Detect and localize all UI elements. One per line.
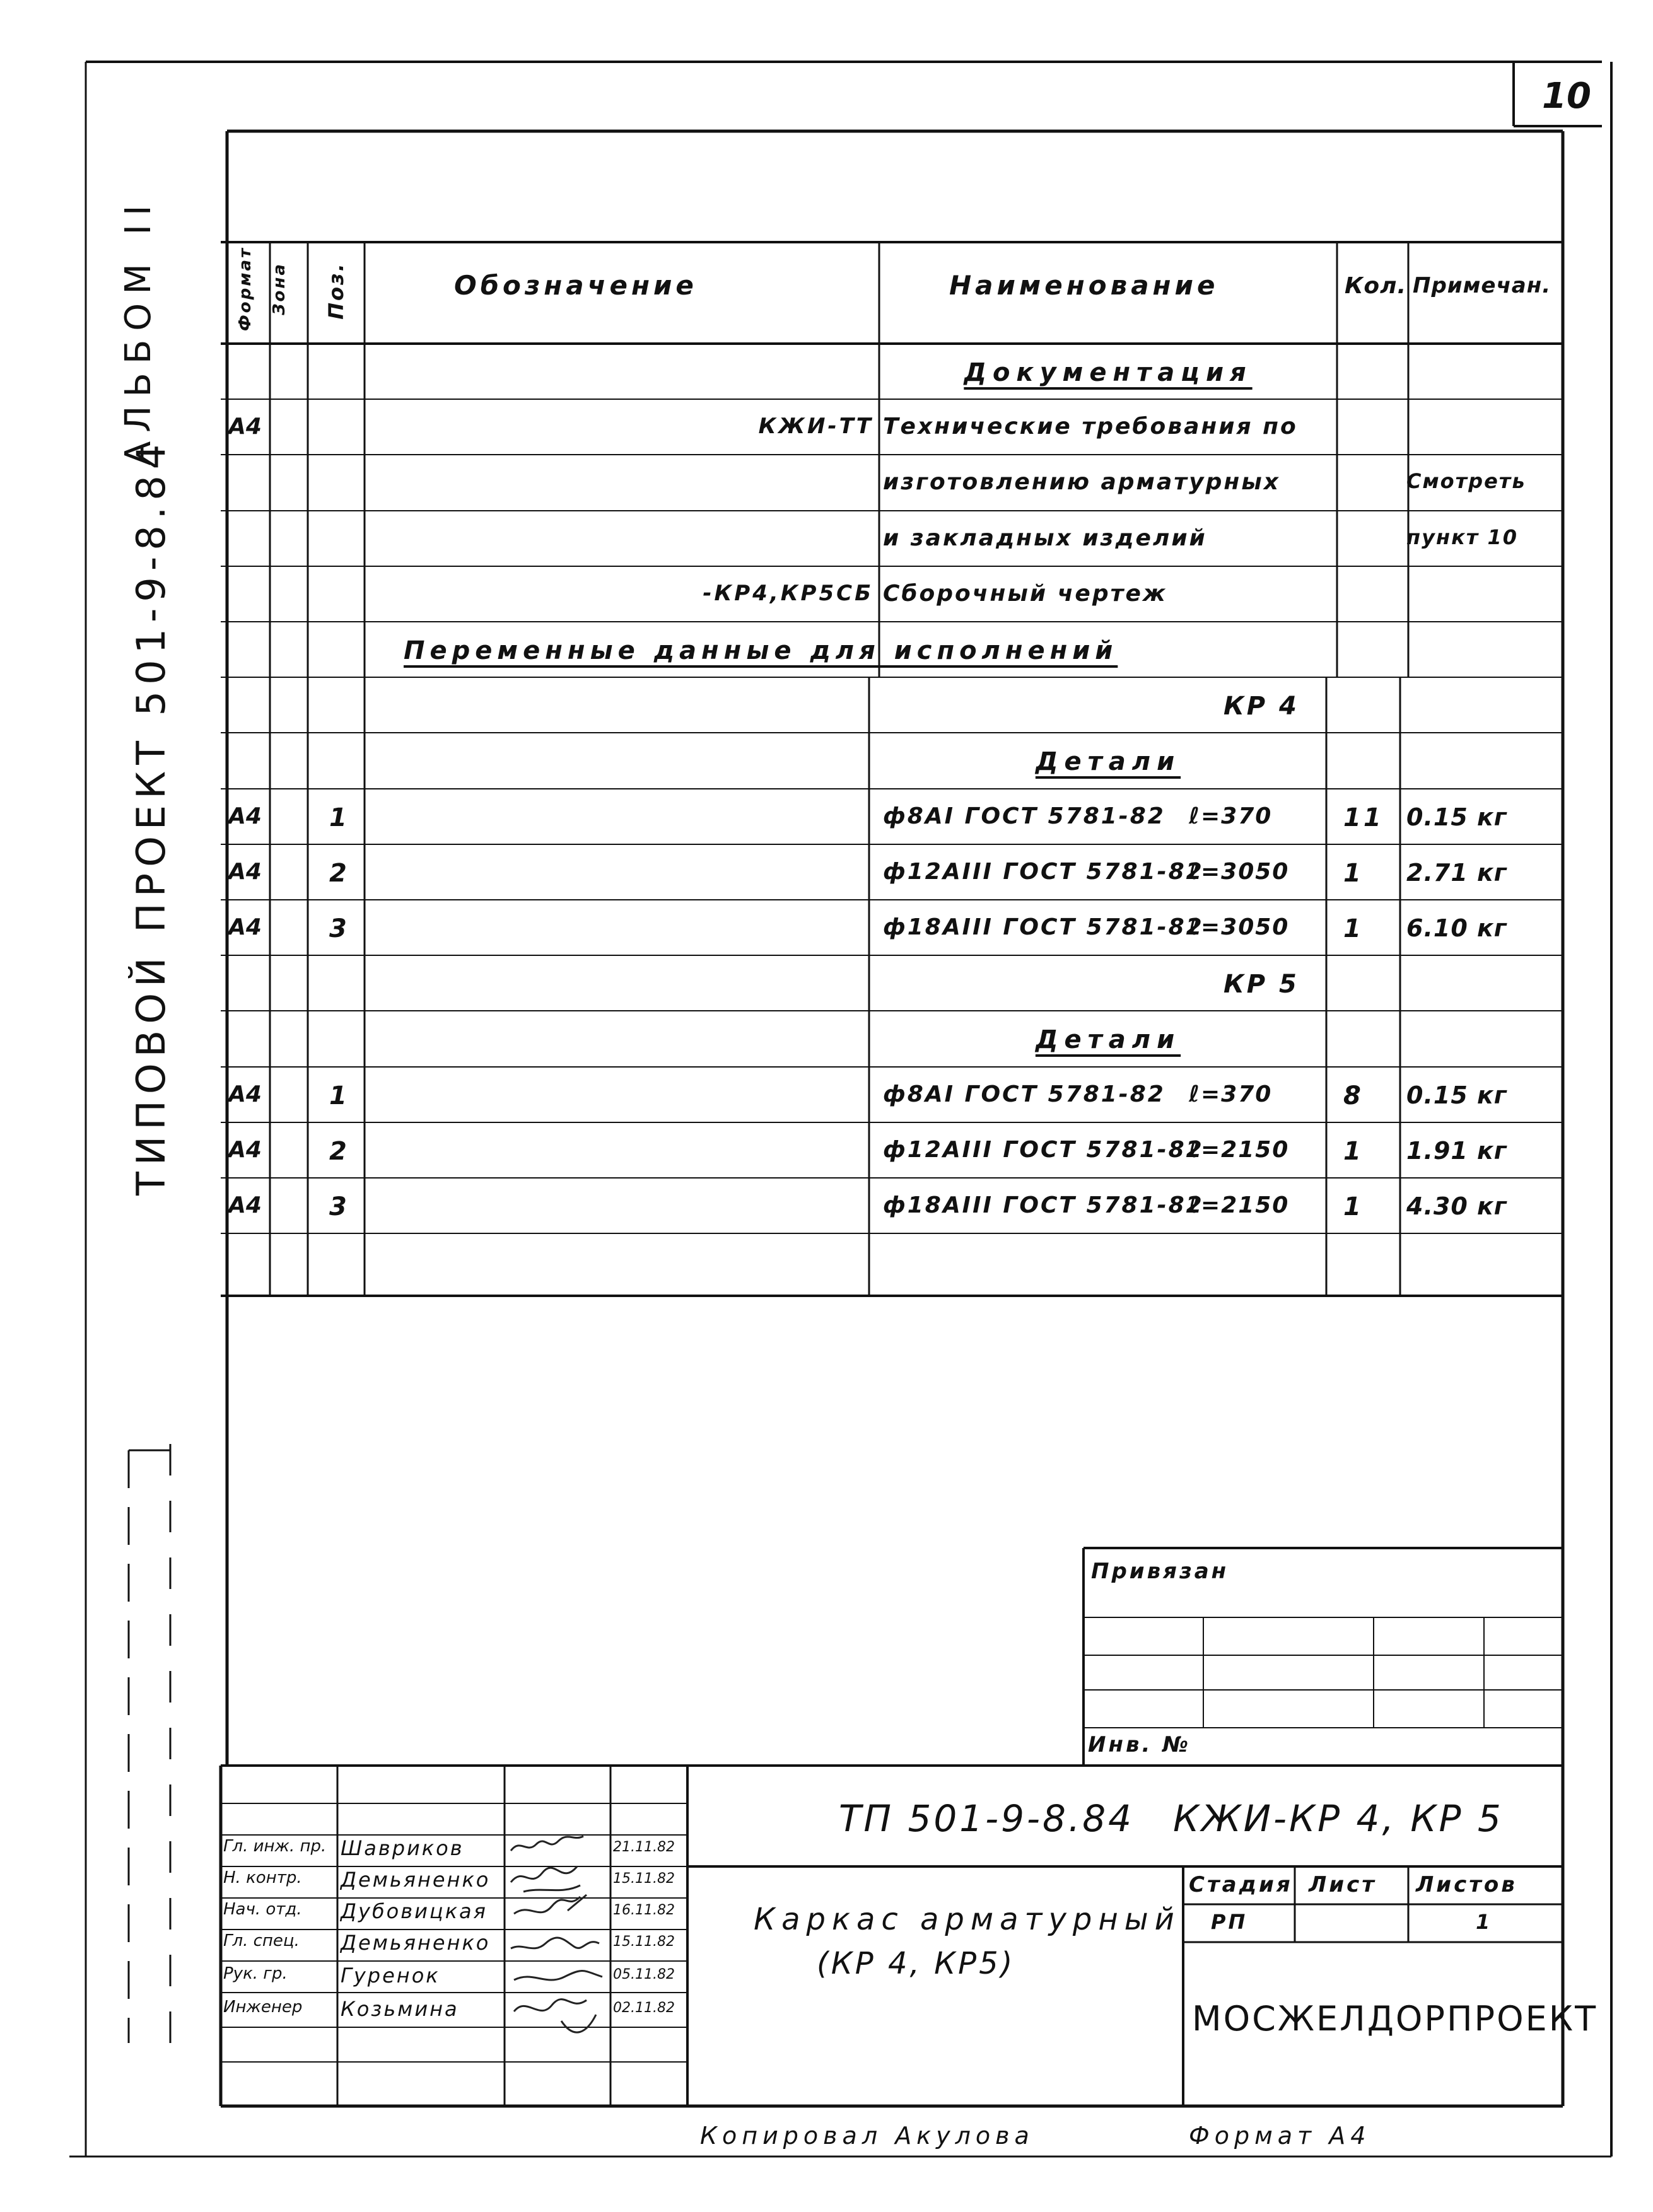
cell-name-heading: Детали [1035, 747, 1181, 776]
header-name: Наименование [949, 270, 1219, 301]
binding-label: Привязан [1091, 1559, 1229, 1584]
sign-date: 02.11.82 [613, 2000, 675, 2016]
signer-name: Дубовицкая [341, 1899, 488, 1923]
cell-variant: КР 4 [1224, 692, 1299, 721]
cell-length: ℓ=3050 [1189, 859, 1290, 885]
cell-section-title: Переменные данные для исполнений [404, 636, 1118, 665]
format-label: Формат А4 [1189, 2122, 1371, 2150]
signer-name: Гуренок [341, 1964, 440, 1988]
cell-name: ф12АIII ГОСТ 5781-82 [883, 1137, 1204, 1163]
cell-quantity: 8 [1343, 1081, 1364, 1110]
cell-name: ф8АI ГОСТ 5781-82 [883, 803, 1165, 829]
signer-name: Демьяненко [341, 1868, 491, 1892]
header-pos: Поз. [324, 262, 348, 320]
cell-position: 2 [329, 1137, 349, 1166]
document-code: ТП 501-9-8.84 [839, 1797, 1135, 1840]
sheet-label: Лист [1309, 1872, 1377, 1897]
cell-name: изготовлению арматурных [883, 469, 1281, 495]
cell-note: 1.91 кг [1406, 1137, 1507, 1165]
document-mark: КЖИ-КР 4, КР 5 [1173, 1797, 1504, 1840]
document-title-subline: (КР 4, КР5) [817, 1946, 1015, 1981]
cell-note: Смотреть [1406, 469, 1526, 493]
stage-label: Стадия [1189, 1872, 1293, 1897]
cell-variant: КР 5 [1224, 970, 1299, 999]
cell-length: ℓ=2150 [1189, 1137, 1290, 1163]
header-qty: Кол. [1345, 273, 1407, 299]
cell-length: ℓ=3050 [1189, 914, 1290, 940]
cell-name-heading: Документация [964, 358, 1253, 387]
organization-name: МОСЖЕЛДОРПРОЕКТ [1192, 1999, 1598, 2039]
signer-name: Козьмина [341, 1997, 459, 2021]
sheets-label: Листов [1416, 1872, 1517, 1897]
cell-quantity: 11 [1343, 803, 1384, 832]
cell-name: ф8АI ГОСТ 5781-82 [883, 1081, 1165, 1107]
sign-date: 21.11.82 [613, 1839, 675, 1855]
header-zone: Зона [270, 262, 289, 315]
cell-position: 1 [329, 803, 349, 832]
cell-designation: КЖИ-ТТ [758, 414, 873, 439]
cell-name-heading: Детали [1035, 1025, 1181, 1054]
cell-format: А4 [228, 914, 262, 940]
signer-role: Гл. инж. пр. [223, 1837, 327, 1856]
side-album-label: АЛЬБОМ II [118, 196, 159, 465]
inventory-number-label: Инв. № [1088, 1732, 1191, 1757]
side-project-title: ТИПОВОЙ ПРОЕКТ 501-9-8.84 [128, 438, 174, 1196]
document-title: Каркас арматурный [754, 1902, 1181, 1937]
cell-format: А4 [228, 414, 262, 439]
sign-date: 15.11.82 [613, 1871, 675, 1887]
cell-position: 2 [329, 859, 349, 888]
stage-value: РП [1211, 1910, 1248, 1934]
cell-format: А4 [228, 859, 262, 885]
cell-format: А4 [228, 1137, 262, 1163]
cell-format: А4 [228, 1081, 262, 1107]
cell-position: 3 [329, 914, 349, 943]
sign-date: 16.11.82 [613, 1902, 675, 1918]
signer-role: Нач. отд. [223, 1900, 302, 1919]
cell-format: А4 [228, 803, 262, 829]
cell-name: ф18АIII ГОСТ 5781-82 [883, 1192, 1204, 1218]
copied-by: Копировал Акулова [700, 2122, 1034, 2150]
signer-role: Н. контр. [223, 1868, 302, 1887]
cell-name: ф18АIII ГОСТ 5781-82 [883, 914, 1204, 940]
cell-name: ф12АIII ГОСТ 5781-82 [883, 859, 1204, 885]
signer-role: Гл. спец. [223, 1931, 300, 1950]
cell-note: 0.15 кг [1406, 803, 1507, 831]
sign-date: 15.11.82 [613, 1934, 675, 1950]
cell-name: Сборочный чертеж [883, 581, 1167, 607]
signer-role: Инженер [223, 1998, 303, 2017]
cell-note: 6.10 кг [1406, 914, 1507, 942]
signer-role: Рук. гр. [223, 1964, 288, 1983]
signatures [511, 1836, 602, 2032]
cell-designation: -КР4,КР5СБ [703, 581, 873, 606]
cell-quantity: 1 [1343, 859, 1364, 888]
cell-note: 0.15 кг [1406, 1081, 1507, 1109]
header-designation: Обозначение [454, 270, 698, 301]
header-note: Примечан. [1413, 273, 1551, 298]
cell-length: ℓ=370 [1189, 803, 1273, 829]
cell-quantity: 1 [1343, 1137, 1364, 1166]
cell-note: пункт 10 [1406, 525, 1519, 549]
cell-format: А4 [228, 1192, 262, 1218]
signer-name: Шавриков [341, 1836, 464, 1860]
cell-position: 1 [329, 1081, 349, 1110]
cell-length: ℓ=2150 [1189, 1192, 1290, 1218]
sheets-value: 1 [1476, 1910, 1493, 1934]
cell-quantity: 1 [1343, 1192, 1364, 1221]
cell-length: ℓ=370 [1189, 1081, 1273, 1107]
cell-name: Технические требования по [883, 414, 1298, 439]
cell-quantity: 1 [1343, 914, 1364, 943]
sign-date: 05.11.82 [613, 1967, 675, 1982]
cell-note: 2.71 кг [1406, 859, 1507, 887]
header-format: Формат [236, 246, 255, 332]
cell-position: 3 [329, 1192, 349, 1221]
cell-name: и закладных изделий [883, 525, 1207, 551]
sheet-number: 10 [1542, 76, 1591, 117]
signer-name: Демьяненко [341, 1931, 491, 1955]
cell-note: 4.30 кг [1406, 1192, 1507, 1220]
